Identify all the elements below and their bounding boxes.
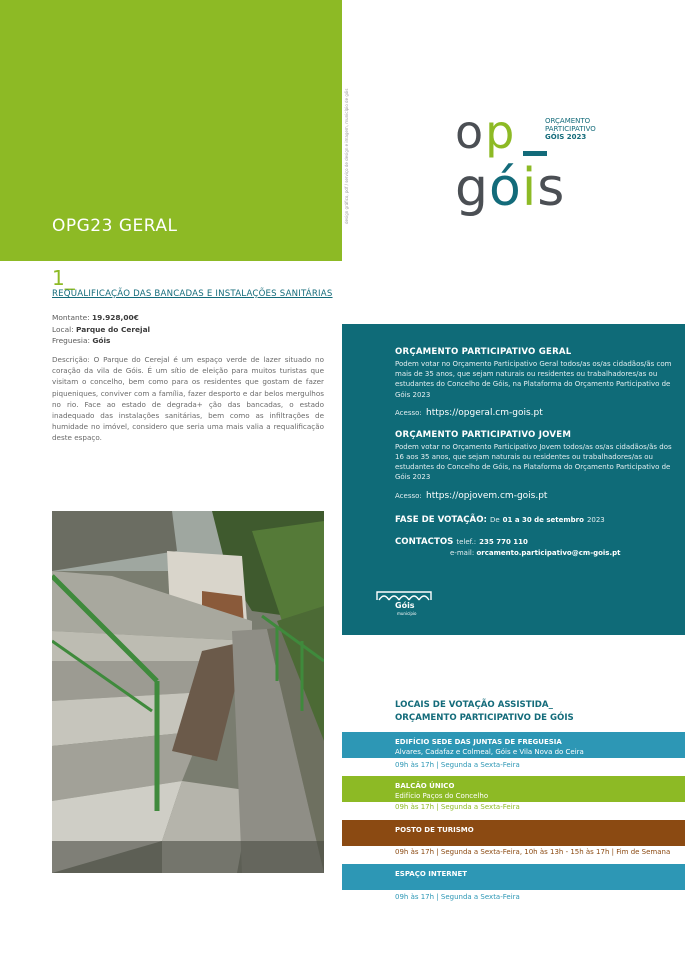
section-title: OPG23 GERAL [52,216,178,236]
jovem-text: Podem votar no Orçamento Participativo Jovem todos/as os/as cidadãos/ãs dos 16 aos 35 anos, que sejam naturais ou residentes ou trabalhadores/as ou estudantes do Concelho de Góis, na Plataforma do Orçamento Participativo de Góis 2023 [395,442,672,482]
location-balcao: BALCÃO ÚNICO Edifício Paços do Concelho [342,776,685,802]
info-panel [342,324,685,635]
hours-internet: 09h às 17h | Segunda a Sexta-Feira [395,893,520,901]
bridge-icon [375,586,433,602]
jovem-url-link[interactable]: https://opjovem.cm-gois.pt [426,490,548,501]
logo-gois: góis [455,158,566,218]
geral-title: ORÇAMENTO PARTICIPATIVO GERAL [395,347,572,357]
design-credit: design gráfico, pdf / serviço de design e imagem, município de góis [344,88,349,224]
montante-line: Montante: 19.928,00€ [52,313,139,322]
voting-phase: FASE DE VOTAÇÃO: De 01 a 30 de setembro 2023 [395,514,605,525]
municipality-logo: Góis município [375,586,433,620]
project-title: REQUALIFICAÇÃO DAS BANCADAS E INSTALAÇÕES SANITÁRIAS [52,289,333,299]
hours-balcao: 09h às 17h | Segunda a Sexta-Feira [395,803,520,811]
hours-turismo: 09h às 17h | Segunda a Sexta-Feira, 10h às 13h - 15h às 17h | Fim de Semana [395,848,671,856]
phone-number[interactable]: 235 770 110 [479,537,528,546]
freguesia-line: Freguesia: Góis [52,336,111,345]
geral-access: Acesso: https://opgeral.cm-gois.pt [395,407,543,418]
logo-underscore [523,151,547,156]
email-link[interactable]: orcamento.participativo@cm-gois.pt [476,548,621,557]
geral-url-link[interactable]: https://opgeral.cm-gois.pt [426,407,543,418]
project-meta [52,312,150,347]
hours-juntas: 09h às 17h | Segunda a Sexta-Feira [395,761,520,769]
contacts: CONTACTOS telef.: 235 770 110 [395,536,528,547]
project-number: 1_ [52,266,75,290]
jovem-title: ORÇAMENTO PARTICIPATIVO JOVEM [395,429,572,440]
logo-tagline: ORÇAMENTO PARTICIPATIVO GÓIS 2023 [545,117,596,141]
voting-locations-title: LOCAIS DE VOTAÇÃO ASSISTIDA_ ORÇAMENTO PARTICIPATIVO DE GÓIS [395,700,574,723]
project-description: Descrição: O Parque do Cerejal é um espaço verde de lazer situado no coração da vila de Góis. É um sítio de eleição para muitos turistas que visitam o concelho, bem como para os residentes que gostam de fazer piqueniques, conviver com a família, fazer desporto e dar belos mergulhos no rio. Face ao estado de degrada+ ção das bancadas, o estado inadequado das instalações sanitárias, bem como as infiltrações de humidade no imóvel, considero que seria uma mais valia a requalificação deste espaço. [52,355,324,443]
location-internet: ESPAÇO INTERNET [342,864,685,890]
geral-text: Podem votar no Orçamento Participativo Geral todos/as os/as cidadãos/ãs com mais de 35 anos, que sejam naturais ou residentes ou trabalhadores/as ou estudantes do Concelho de Góis, na Plataforma do Orçamento Participativo de Góis 2023 [395,360,672,399]
op-gois-logo [455,105,635,225]
email-line: e-mail: orcamento.participativo@cm-gois.pt [450,548,621,557]
location-turismo: POSTO DE TURISMO [342,820,685,846]
header-green-block [0,0,342,261]
jovem-access: Acesso: https://opjovem.cm-gois.pt [395,490,548,501]
bleachers-photo [52,511,324,873]
local-line: Local: Parque do Cerejal [52,324,151,334]
logo-op: op [455,105,517,159]
location-juntas: EDIFÍCIO SEDE DAS JUNTAS DE FREGUESIA Alvares, Cadafaz e Colmeal, Góis e Vila Nova do Ceira [342,732,685,758]
